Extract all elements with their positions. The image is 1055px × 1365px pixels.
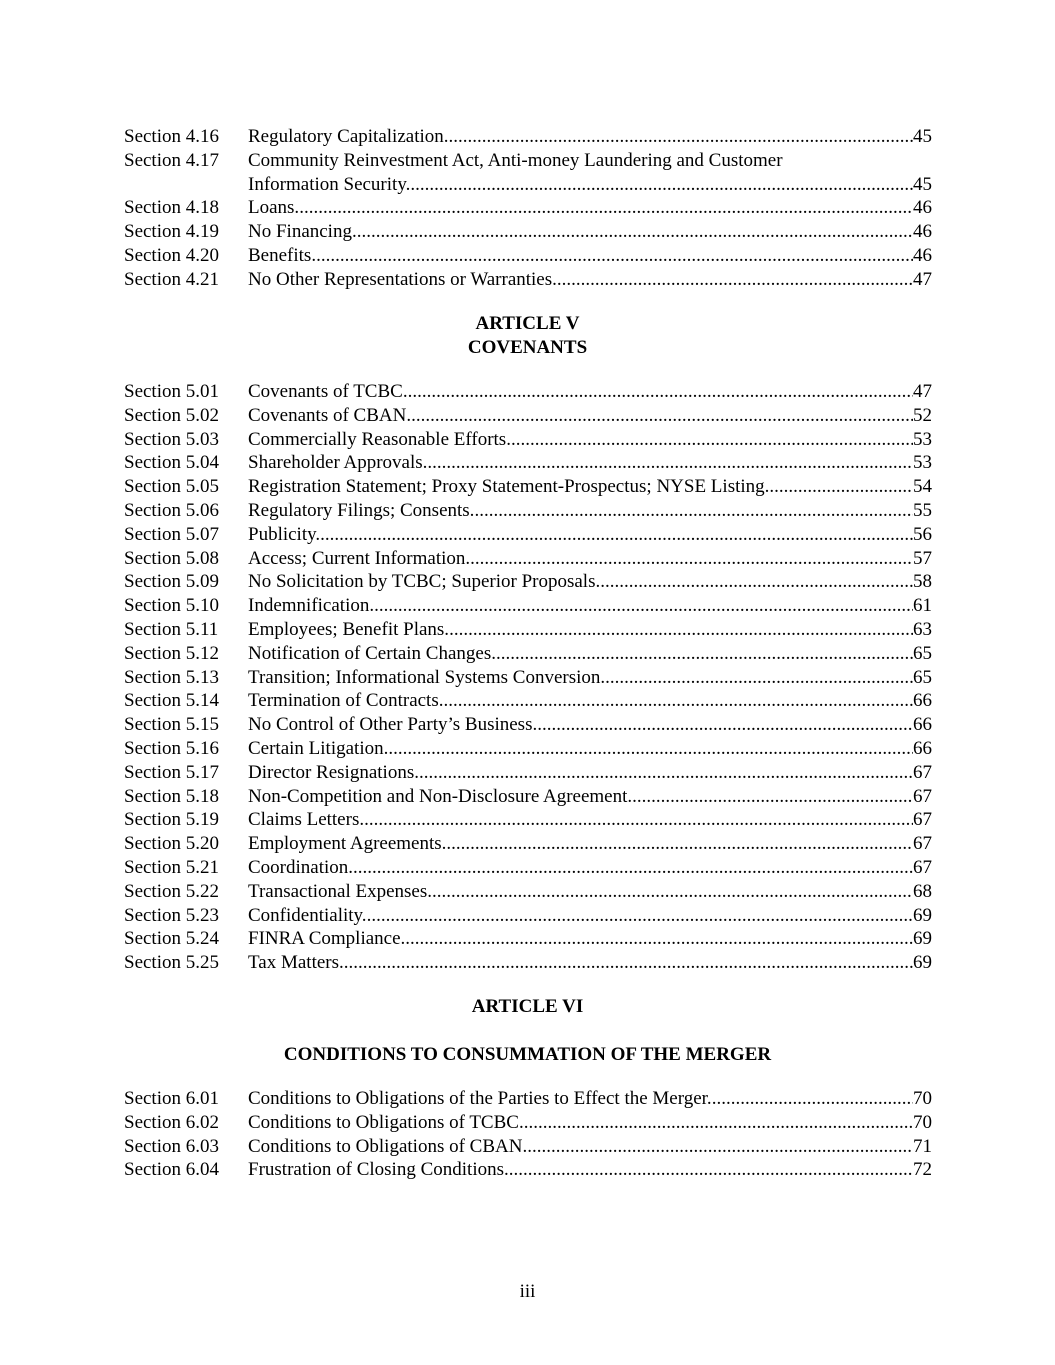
article-vi-label: ARTICLE VI bbox=[471, 996, 584, 1017]
toc-entry bbox=[124, 1158, 932, 1182]
section-title: Shareholder Approvals. bbox=[248, 452, 428, 474]
article-v-title: COVENANTS bbox=[467, 337, 588, 358]
toc-entry bbox=[124, 880, 932, 904]
dot-leader bbox=[411, 404, 913, 428]
section-title: Employment Agreements. bbox=[248, 833, 447, 855]
section-title: Coordination. bbox=[248, 856, 354, 878]
dot-leader bbox=[388, 737, 913, 761]
page-reference: 69 bbox=[913, 904, 932, 926]
toc-entry bbox=[124, 244, 932, 268]
page-reference: 57 bbox=[913, 547, 932, 569]
section-number: Section 5.04 bbox=[124, 452, 219, 474]
section-title: Conditions to Obligations of CBAN. bbox=[248, 1135, 528, 1157]
section-title: Indemnification. bbox=[248, 595, 375, 617]
toc-entry bbox=[124, 380, 932, 404]
page-reference: 66 bbox=[913, 714, 932, 736]
page-reference: 53 bbox=[913, 452, 932, 474]
page-reference: 68 bbox=[913, 880, 932, 902]
section-number: Section 5.19 bbox=[124, 809, 219, 831]
page-reference: 67 bbox=[913, 785, 932, 807]
section-number: Section 5.18 bbox=[124, 785, 219, 807]
page-reference: 65 bbox=[913, 666, 932, 688]
page-number: iii bbox=[519, 1281, 536, 1302]
section-title: Transactional Expenses. bbox=[248, 880, 432, 902]
toc-entry bbox=[124, 196, 932, 220]
toc-entry bbox=[124, 125, 932, 149]
dot-leader bbox=[374, 594, 913, 618]
toc-entry bbox=[124, 856, 932, 880]
toc-entry-continuation bbox=[124, 173, 932, 197]
dot-leader bbox=[557, 268, 913, 292]
section-number: Section 4.21 bbox=[124, 268, 219, 290]
section-number: Section 5.08 bbox=[124, 547, 219, 569]
toc-entry bbox=[124, 451, 932, 475]
section-number: Section 5.09 bbox=[124, 571, 219, 593]
section-title: Publicity. bbox=[248, 523, 321, 545]
section-number: Section 5.16 bbox=[124, 737, 219, 759]
section-title: Benefits. bbox=[248, 244, 317, 266]
dot-leader bbox=[432, 880, 913, 904]
page-reference: 65 bbox=[913, 642, 932, 664]
page-reference: 46 bbox=[913, 221, 932, 243]
section-number: Section 5.24 bbox=[124, 928, 219, 950]
page-reference: 58 bbox=[913, 571, 932, 593]
dot-leader bbox=[474, 499, 913, 523]
section-title-line1: Community Reinvestment Act, Anti-money Laundering and Customer bbox=[248, 149, 783, 171]
article-vi-title: CONDITIONS TO CONSUMMATION OF THE MERGER bbox=[283, 1044, 772, 1065]
section-title: Termination of Contracts. bbox=[248, 690, 444, 712]
section-title: No Other Representations or Warranties. bbox=[248, 268, 557, 290]
page-reference: 66 bbox=[913, 690, 932, 712]
page-reference: 47 bbox=[913, 268, 932, 290]
page-reference: 70 bbox=[913, 1111, 932, 1133]
page-reference: 45 bbox=[913, 173, 932, 195]
section-title: Frustration of Closing Conditions. bbox=[248, 1159, 509, 1181]
dot-leader bbox=[446, 832, 913, 856]
page-reference: 69 bbox=[913, 952, 932, 974]
toc-entry bbox=[124, 737, 932, 761]
page-reference: 54 bbox=[913, 476, 932, 498]
section-title: Confidentiality. bbox=[248, 904, 367, 926]
section-title: Access; Current Information. bbox=[248, 547, 471, 569]
toc-entry bbox=[124, 1111, 932, 1135]
section-number: Section 5.03 bbox=[124, 428, 219, 450]
toc-entry bbox=[124, 785, 932, 809]
section-title: Transition; Informational Systems Conversion. bbox=[248, 666, 606, 688]
section-title: No Control of Other Party’s Business. bbox=[248, 714, 538, 736]
dot-leader bbox=[344, 951, 913, 975]
section-number: Section 5.06 bbox=[124, 499, 219, 521]
page-reference: 61 bbox=[913, 595, 932, 617]
section-number: Section 5.01 bbox=[124, 381, 219, 402]
page-reference: 63 bbox=[913, 618, 932, 640]
dot-leader bbox=[320, 523, 913, 547]
section-title: Non-Competition and Non-Disclosure Agreement. bbox=[248, 785, 633, 807]
dot-leader bbox=[470, 547, 913, 571]
dot-leader bbox=[357, 220, 913, 244]
section-number: Section 5.13 bbox=[124, 666, 219, 688]
dot-leader bbox=[427, 451, 913, 475]
section-number: Section 5.17 bbox=[124, 761, 219, 783]
section-number: Section 6.01 bbox=[124, 1088, 219, 1109]
toc-entry bbox=[124, 523, 932, 547]
page-reference: 55 bbox=[913, 499, 932, 521]
dot-leader bbox=[449, 125, 913, 149]
section-number: Section 4.16 bbox=[124, 126, 219, 147]
dot-leader bbox=[769, 475, 913, 499]
toc-entry bbox=[124, 642, 932, 666]
toc-entry bbox=[124, 428, 932, 452]
section-title: Information Security. bbox=[248, 173, 411, 195]
section-number: Section 4.20 bbox=[124, 244, 219, 266]
toc-entry bbox=[124, 547, 932, 571]
toc-entry bbox=[124, 904, 932, 928]
dot-leader bbox=[316, 244, 913, 268]
section-number: Section 5.25 bbox=[124, 952, 219, 974]
dot-leader bbox=[605, 666, 913, 690]
dot-leader bbox=[367, 904, 913, 928]
section-title: Certain Litigation. bbox=[248, 737, 389, 759]
toc-entry bbox=[124, 268, 932, 292]
page-reference: 67 bbox=[913, 809, 932, 831]
page-reference: 46 bbox=[913, 244, 932, 266]
toc-entry bbox=[124, 404, 932, 428]
dot-leader bbox=[537, 713, 913, 737]
section-number: Section 6.03 bbox=[124, 1135, 219, 1157]
section-number: Section 5.10 bbox=[124, 595, 219, 617]
toc-entry bbox=[124, 713, 932, 737]
toc-entry bbox=[124, 499, 932, 523]
section-title: Registration Statement; Proxy Statement-Prospectus; NYSE Listing. bbox=[248, 476, 770, 498]
section-title: Loans. bbox=[248, 197, 300, 219]
toc-entry bbox=[124, 618, 932, 642]
dot-leader bbox=[410, 173, 913, 197]
section-number: Section 5.21 bbox=[124, 856, 219, 878]
section-number: Section 5.20 bbox=[124, 833, 219, 855]
section-number: Section 5.15 bbox=[124, 714, 219, 736]
toc-entry bbox=[124, 1087, 932, 1111]
section-title: Director Resignations. bbox=[248, 761, 419, 783]
section-number: Section 4.17 bbox=[124, 149, 219, 171]
dot-leader bbox=[632, 785, 913, 809]
page-reference: 45 bbox=[913, 126, 932, 147]
toc-article-vi-sections bbox=[124, 1087, 932, 1182]
section-number: Section 5.05 bbox=[124, 476, 219, 498]
page-reference: 47 bbox=[913, 381, 932, 402]
dot-leader bbox=[299, 196, 913, 220]
toc-article-iv-sections bbox=[124, 125, 932, 292]
section-number: Section 4.19 bbox=[124, 221, 219, 243]
section-title: Conditions to Obligations of TCBC. bbox=[248, 1111, 524, 1133]
page-reference: 67 bbox=[913, 833, 932, 855]
toc-entry bbox=[124, 1135, 932, 1159]
section-number: Section 4.18 bbox=[124, 197, 219, 219]
dot-leader bbox=[408, 380, 913, 404]
toc-entry bbox=[124, 951, 932, 975]
toc-article-v-sections bbox=[124, 380, 932, 975]
toc-entry bbox=[124, 808, 932, 832]
dot-leader bbox=[527, 1135, 913, 1159]
toc-entry bbox=[124, 689, 932, 713]
toc-entry bbox=[124, 149, 932, 173]
section-title: No Solicitation by TCBC; Superior Proposals. bbox=[248, 571, 601, 593]
dot-leader bbox=[353, 856, 913, 880]
toc-entry bbox=[124, 927, 932, 951]
toc-entry bbox=[124, 594, 932, 618]
section-title: Regulatory Filings; Consents. bbox=[248, 499, 475, 521]
page-reference: 52 bbox=[913, 404, 932, 426]
dot-leader bbox=[600, 570, 913, 594]
toc-entry bbox=[124, 761, 932, 785]
page-reference: 72 bbox=[913, 1159, 932, 1181]
dot-leader bbox=[405, 927, 913, 951]
dot-leader bbox=[419, 761, 913, 785]
toc-entry bbox=[124, 832, 932, 856]
dot-leader bbox=[524, 1111, 913, 1135]
page-reference: 53 bbox=[913, 428, 932, 450]
dot-leader bbox=[449, 618, 913, 642]
dot-leader bbox=[511, 428, 913, 452]
section-number: Section 6.04 bbox=[124, 1159, 219, 1181]
dot-leader bbox=[443, 689, 913, 713]
section-number: Section 5.22 bbox=[124, 880, 219, 902]
section-number: Section 5.11 bbox=[124, 618, 219, 640]
page-reference: 67 bbox=[913, 761, 932, 783]
section-title: Commercially Reasonable Efforts. bbox=[248, 428, 511, 450]
section-number: Section 5.02 bbox=[124, 404, 219, 426]
section-number: Section 6.02 bbox=[124, 1111, 219, 1133]
toc-entry bbox=[124, 570, 932, 594]
dot-leader bbox=[364, 808, 913, 832]
dot-leader bbox=[712, 1087, 913, 1111]
page-reference: 46 bbox=[913, 197, 932, 219]
section-title: Covenants of TCBC. bbox=[248, 381, 408, 402]
page-reference: 70 bbox=[913, 1088, 932, 1109]
section-number: Section 5.07 bbox=[124, 523, 219, 545]
section-title: Tax Matters. bbox=[248, 952, 344, 974]
section-number: Section 5.23 bbox=[124, 904, 219, 926]
page-reference: 56 bbox=[913, 523, 932, 545]
section-title: No Financing. bbox=[248, 221, 357, 243]
section-title: Conditions to Obligations of the Parties to Effect the Merger. bbox=[248, 1088, 712, 1109]
section-title: Employees; Benefit Plans. bbox=[248, 618, 450, 640]
section-number: Section 5.12 bbox=[124, 642, 219, 664]
dot-leader bbox=[509, 1158, 913, 1182]
section-title: FINRA Compliance. bbox=[248, 928, 406, 950]
page-reference: 71 bbox=[913, 1135, 932, 1157]
section-number: Section 5.14 bbox=[124, 690, 219, 712]
page-reference: 69 bbox=[913, 928, 932, 950]
section-title: Covenants of CBAN. bbox=[248, 404, 412, 426]
section-title: Notification of Certain Changes. bbox=[248, 642, 496, 664]
toc-entry bbox=[124, 475, 932, 499]
toc-entry bbox=[124, 666, 932, 690]
toc-entry bbox=[124, 220, 932, 244]
page-reference: 66 bbox=[913, 737, 932, 759]
section-title: Claims Letters. bbox=[248, 809, 365, 831]
dot-leader bbox=[496, 642, 913, 666]
article-v-label: ARTICLE V bbox=[475, 313, 580, 334]
section-title: Regulatory Capitalization. bbox=[248, 126, 449, 147]
page-reference: 67 bbox=[913, 856, 932, 878]
